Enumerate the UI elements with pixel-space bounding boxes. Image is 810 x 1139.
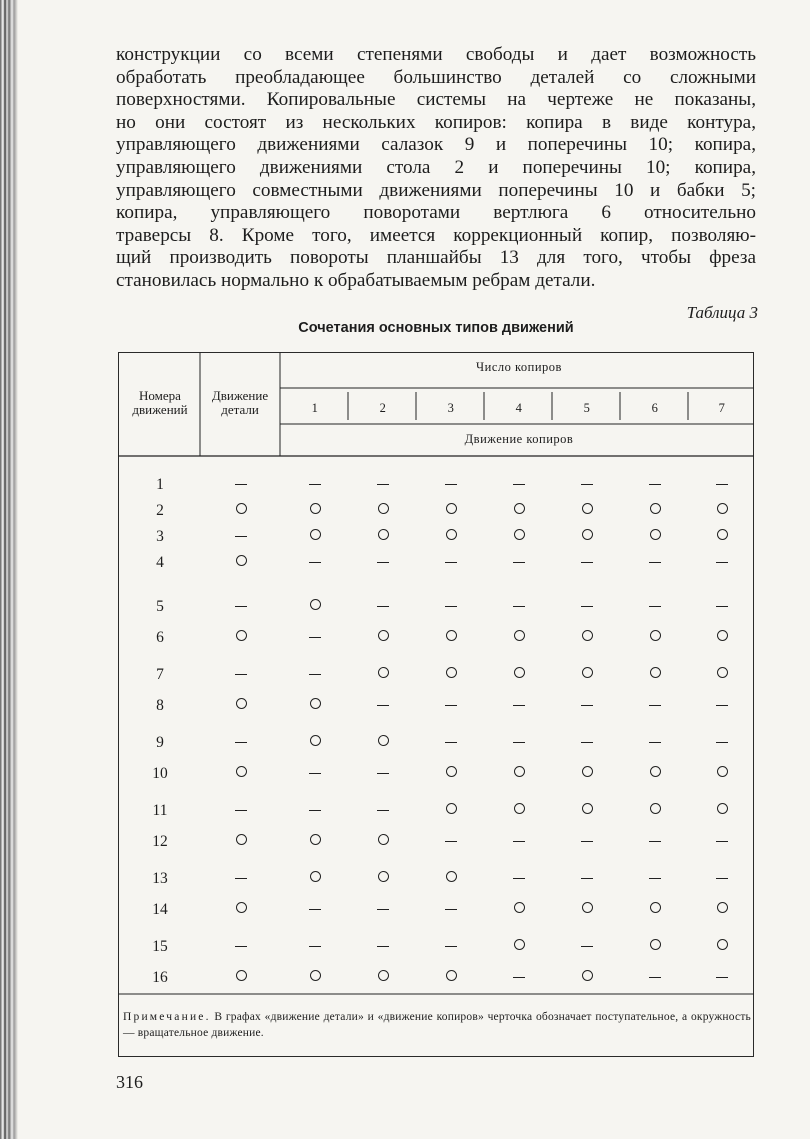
translational-motion-mark	[368, 698, 398, 714]
translational-motion-mark	[300, 803, 330, 819]
rotational-motion-mark	[707, 630, 737, 646]
translational-motion-mark	[300, 766, 330, 782]
paragraph-line: поверхностями. Копировальные системы на чертеже не показаны,	[116, 89, 756, 111]
translational-motion-mark	[572, 871, 602, 887]
translational-motion-mark	[368, 902, 398, 918]
rotational-motion-mark	[368, 630, 398, 646]
rotational-motion-mark	[226, 503, 256, 519]
rotational-motion-mark	[707, 939, 737, 955]
translational-motion-mark	[436, 698, 466, 714]
paragraph-line: управляющего движениями салазок 9 и поперечины 10; копира,	[116, 134, 756, 156]
row-number: 10	[152, 765, 168, 782]
rotational-motion-mark	[226, 555, 256, 571]
translational-motion-mark	[572, 939, 602, 955]
translational-motion-mark	[707, 834, 737, 850]
rotational-motion-mark	[368, 871, 398, 887]
rotational-motion-mark	[640, 803, 670, 819]
table-label: Таблица 3	[686, 303, 758, 322]
rotational-motion-mark	[504, 766, 534, 782]
rotational-motion-mark	[707, 503, 737, 519]
table-title: Сочетания основных типов движений	[298, 320, 574, 336]
rotational-motion-mark	[436, 503, 466, 519]
rotational-motion-mark	[504, 803, 534, 819]
rotational-motion-mark	[640, 667, 670, 683]
note-label: Примечание.	[123, 1011, 211, 1023]
body-paragraph	[116, 44, 756, 293]
translational-motion-mark	[300, 630, 330, 646]
translational-motion-mark	[300, 902, 330, 918]
row-number: 7	[156, 666, 164, 683]
translational-motion-mark	[436, 902, 466, 918]
table-note	[123, 1009, 751, 1041]
rotational-motion-mark	[300, 698, 330, 714]
translational-motion-mark	[368, 555, 398, 571]
rotational-motion-mark	[572, 503, 602, 519]
rotational-motion-mark	[436, 871, 466, 887]
rotational-motion-mark	[300, 834, 330, 850]
paragraph-line: управляющего движениями стола 2 и поперечины 10; копира,	[116, 156, 756, 178]
rotational-motion-mark	[300, 599, 330, 615]
translational-motion-mark	[640, 698, 670, 714]
translational-motion-mark	[640, 477, 670, 493]
note-text: В графах «движение детали» и «движение копиров» черточка обозначает поступательное, а окружность — вращательное движение.	[123, 1011, 751, 1039]
rotational-motion-mark	[707, 803, 737, 819]
rotational-motion-mark	[436, 803, 466, 819]
rotational-motion-mark	[640, 939, 670, 955]
row-number: 13	[152, 870, 168, 887]
rotational-motion-mark	[300, 970, 330, 986]
rotational-motion-mark	[436, 766, 466, 782]
paragraph-line: управляющего совместными движениями поперечины 10 и бабки 5;	[116, 179, 756, 201]
translational-motion-mark	[226, 667, 256, 683]
translational-motion-mark	[640, 599, 670, 615]
rotational-motion-mark	[640, 902, 670, 918]
translational-motion-mark	[640, 555, 670, 571]
translational-motion-mark	[504, 735, 534, 751]
rotational-motion-mark	[226, 766, 256, 782]
rotational-motion-mark	[226, 630, 256, 646]
rotational-motion-mark	[707, 529, 737, 545]
row-number: 4	[156, 554, 164, 571]
row-number: 15	[152, 938, 168, 955]
rotational-motion-mark	[707, 766, 737, 782]
rotational-motion-mark	[436, 970, 466, 986]
translational-motion-mark	[504, 871, 534, 887]
rotational-motion-mark	[300, 503, 330, 519]
rotational-motion-mark	[226, 902, 256, 918]
header-numbers: Номера движений	[132, 388, 188, 418]
translational-motion-mark	[504, 599, 534, 615]
book-binding-edge	[0, 0, 24, 1139]
rotational-motion-mark	[368, 667, 398, 683]
rotational-motion-mark	[504, 630, 534, 646]
paragraph-line: обработать преобладающее большинство деталей со сложными	[116, 66, 756, 88]
translational-motion-mark	[572, 599, 602, 615]
translational-motion-mark	[504, 477, 534, 493]
translational-motion-mark	[226, 599, 256, 615]
row-number: 9	[156, 734, 164, 751]
rotational-motion-mark	[368, 529, 398, 545]
rotational-motion-mark	[707, 667, 737, 683]
rotational-motion-mark	[368, 834, 398, 850]
header-copier-motion: Движение копиров	[464, 432, 574, 446]
paragraph-line: конструкции со всеми степенями свободы и дает возможность	[116, 44, 756, 65]
translational-motion-mark	[504, 834, 534, 850]
translational-motion-mark	[226, 871, 256, 887]
rotational-motion-mark	[572, 766, 602, 782]
translational-motion-mark	[300, 667, 330, 683]
translational-motion-mark	[504, 970, 534, 986]
row-number: 14	[152, 901, 168, 918]
translational-motion-mark	[226, 803, 256, 819]
rotational-motion-mark	[504, 529, 534, 545]
row-number: 3	[156, 528, 164, 545]
row-number: 12	[152, 833, 168, 850]
rotational-motion-mark	[226, 970, 256, 986]
translational-motion-mark	[640, 970, 670, 986]
rotational-motion-mark	[572, 970, 602, 986]
rotational-motion-mark	[226, 698, 256, 714]
paragraph-line: но они состоят из нескольких копиров: копира в виде контура,	[116, 111, 756, 133]
rotational-motion-mark	[300, 871, 330, 887]
translational-motion-mark	[707, 871, 737, 887]
translational-motion-mark	[436, 599, 466, 615]
row-number: 2	[156, 502, 164, 519]
translational-motion-mark	[436, 735, 466, 751]
translational-motion-mark	[572, 555, 602, 571]
rotational-motion-mark	[504, 503, 534, 519]
rotational-motion-mark	[640, 503, 670, 519]
translational-motion-mark	[226, 477, 256, 493]
rotational-motion-mark	[436, 667, 466, 683]
translational-motion-mark	[572, 834, 602, 850]
rotational-motion-mark	[572, 902, 602, 918]
motion-combinations-table	[118, 352, 754, 1057]
header-copier-column-4: 4	[515, 401, 523, 415]
translational-motion-mark	[504, 698, 534, 714]
translational-motion-mark	[707, 599, 737, 615]
page-number: 316	[116, 1072, 143, 1092]
header-copier-column-5: 5	[583, 401, 591, 415]
translational-motion-mark	[368, 599, 398, 615]
translational-motion-mark	[572, 698, 602, 714]
translational-motion-mark	[300, 939, 330, 955]
translational-motion-mark	[640, 735, 670, 751]
header-part-motion: Движение детали	[211, 388, 269, 418]
translational-motion-mark	[640, 871, 670, 887]
rotational-motion-mark	[504, 902, 534, 918]
translational-motion-mark	[707, 555, 737, 571]
header-copiers-count: Число копиров	[476, 360, 562, 374]
rotational-motion-mark	[300, 735, 330, 751]
translational-motion-mark	[368, 939, 398, 955]
header-copier-column-3: 3	[447, 401, 455, 415]
header-copier-column-7: 7	[718, 401, 726, 415]
translational-motion-mark	[368, 766, 398, 782]
rotational-motion-mark	[572, 667, 602, 683]
translational-motion-mark	[226, 529, 256, 545]
translational-motion-mark	[300, 555, 330, 571]
translational-motion-mark	[436, 939, 466, 955]
row-number: 16	[152, 969, 168, 986]
rotational-motion-mark	[640, 766, 670, 782]
translational-motion-mark	[572, 735, 602, 751]
rotational-motion-mark	[436, 630, 466, 646]
rotational-motion-mark	[504, 667, 534, 683]
rotational-motion-mark	[640, 630, 670, 646]
translational-motion-mark	[300, 477, 330, 493]
translational-motion-mark	[572, 477, 602, 493]
translational-motion-mark	[226, 939, 256, 955]
rotational-motion-mark	[300, 529, 330, 545]
translational-motion-mark	[640, 834, 670, 850]
row-number: 1	[156, 476, 164, 493]
rotational-motion-mark	[368, 970, 398, 986]
row-number: 8	[156, 697, 164, 714]
header-copier-column-1: 1	[311, 401, 319, 415]
translational-motion-mark	[368, 477, 398, 493]
paragraph-line: копира, управляющего поворотами вертлюга 6 относительно	[116, 202, 756, 224]
rotational-motion-mark	[707, 902, 737, 918]
rotational-motion-mark	[572, 803, 602, 819]
paragraph-line: траверсы 8. Кроме того, имеется коррекционный копир, позволяю-	[116, 224, 756, 246]
header-copier-column-6: 6	[651, 401, 659, 415]
translational-motion-mark	[436, 555, 466, 571]
translational-motion-mark	[504, 555, 534, 571]
rotational-motion-mark	[368, 503, 398, 519]
rotational-motion-mark	[368, 735, 398, 751]
row-number: 5	[156, 598, 164, 615]
rotational-motion-mark	[504, 939, 534, 955]
header-copier-column-2: 2	[379, 401, 387, 415]
rotational-motion-mark	[640, 529, 670, 545]
paragraph-line: становилась нормально к обрабатываемым ребрам детали.	[116, 269, 596, 291]
rotational-motion-mark	[572, 529, 602, 545]
translational-motion-mark	[707, 477, 737, 493]
row-number: 11	[152, 802, 168, 819]
translational-motion-mark	[707, 698, 737, 714]
translational-motion-mark	[226, 735, 256, 751]
row-number: 6	[156, 629, 164, 646]
translational-motion-mark	[707, 735, 737, 751]
translational-motion-mark	[707, 970, 737, 986]
translational-motion-mark	[436, 834, 466, 850]
rotational-motion-mark	[572, 630, 602, 646]
paragraph-line: щий производить повороты планшайбы 13 для того, чтобы фреза	[116, 247, 756, 269]
translational-motion-mark	[368, 803, 398, 819]
rotational-motion-mark	[436, 529, 466, 545]
rotational-motion-mark	[226, 834, 256, 850]
translational-motion-mark	[436, 477, 466, 493]
